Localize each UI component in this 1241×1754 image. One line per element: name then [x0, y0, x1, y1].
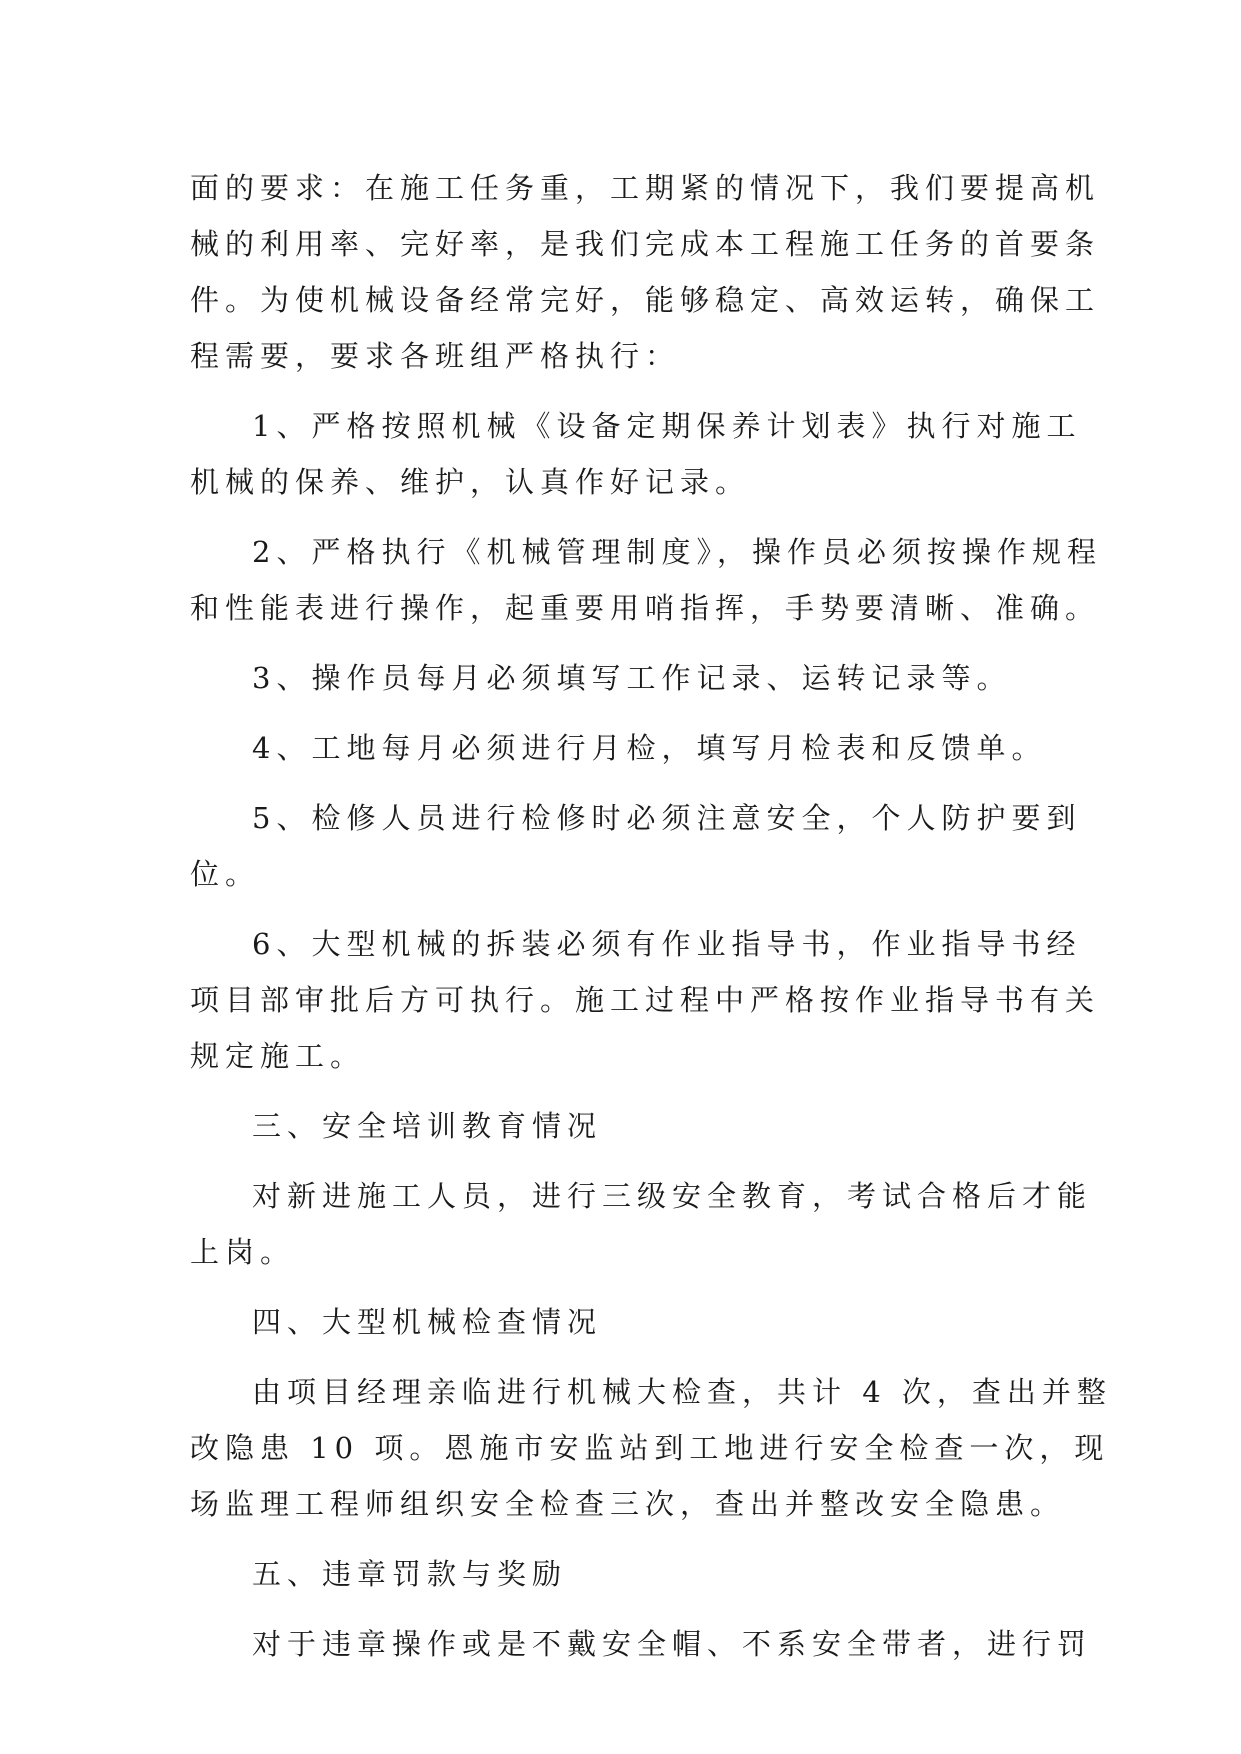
text-line: 场监理工程师组织安全检查三次，查出并整改安全隐患。	[190, 1487, 1066, 1521]
text-line: 械的利用率、完好率，是我们完成本工程施工任务的首要条	[190, 227, 1101, 261]
text-line: 规定施工。	[190, 1039, 366, 1073]
list-item-3: 3、操作员每月必须填写工作记录、运转记录等。	[252, 661, 1012, 695]
text-line: 项目部审批后方可执行。施工过程中严格按作业指导书有关	[190, 983, 1101, 1017]
text-line: 程需要，要求各班组严格执行：	[190, 339, 681, 373]
paragraph-training: 对新进施工人员，进行三级安全教育，考试合格后才能	[252, 1179, 1093, 1213]
list-item-5: 5、检修人员进行检修时必须注意安全，个人防护要到	[252, 801, 1082, 835]
document-body	[190, 160, 1112, 1672]
text-line: 改隐患 10 项。恩施市安监站到工地进行安全检查一次，现	[190, 1431, 1110, 1465]
paragraph-inspection: 由项目经理亲临进行机械大检查，共计 4 次，查出并整	[252, 1375, 1112, 1409]
list-item-6: 6、大型机械的拆装必须有作业指导书，作业指导书经	[252, 927, 1082, 961]
section-heading-3: 三、安全培训教育情况	[252, 1109, 603, 1143]
list-item-1: 1、严格按照机械《设备定期保养计划表》执行对施工	[252, 409, 1082, 443]
text-line: 上岗。	[190, 1235, 296, 1269]
paragraph-penalty: 对于违章操作或是不戴安全帽、不系安全带者，进行罚	[252, 1627, 1093, 1661]
list-item-4: 4、工地每月必须进行月检，填写月检表和反馈单。	[252, 731, 1047, 765]
section-heading-4: 四、大型机械检查情况	[252, 1305, 603, 1339]
text-line: 机械的保养、维护，认真作好记录。	[190, 465, 751, 499]
text-line: 面的要求：在施工任务重，工期紧的情况下，我们要提高机	[190, 171, 1101, 205]
list-item-2: 2、严格执行《机械管理制度》，操作员必须按操作规程	[252, 535, 1102, 569]
text-line: 位。	[190, 857, 261, 891]
text-line: 和性能表进行操作，起重要用哨指挥，手势要清晰、准确。	[190, 591, 1101, 625]
section-heading-5: 五、违章罚款与奖励	[252, 1557, 568, 1591]
text-line: 件。为使机械设备经常完好，能够稳定、高效运转，确保工	[190, 283, 1101, 317]
